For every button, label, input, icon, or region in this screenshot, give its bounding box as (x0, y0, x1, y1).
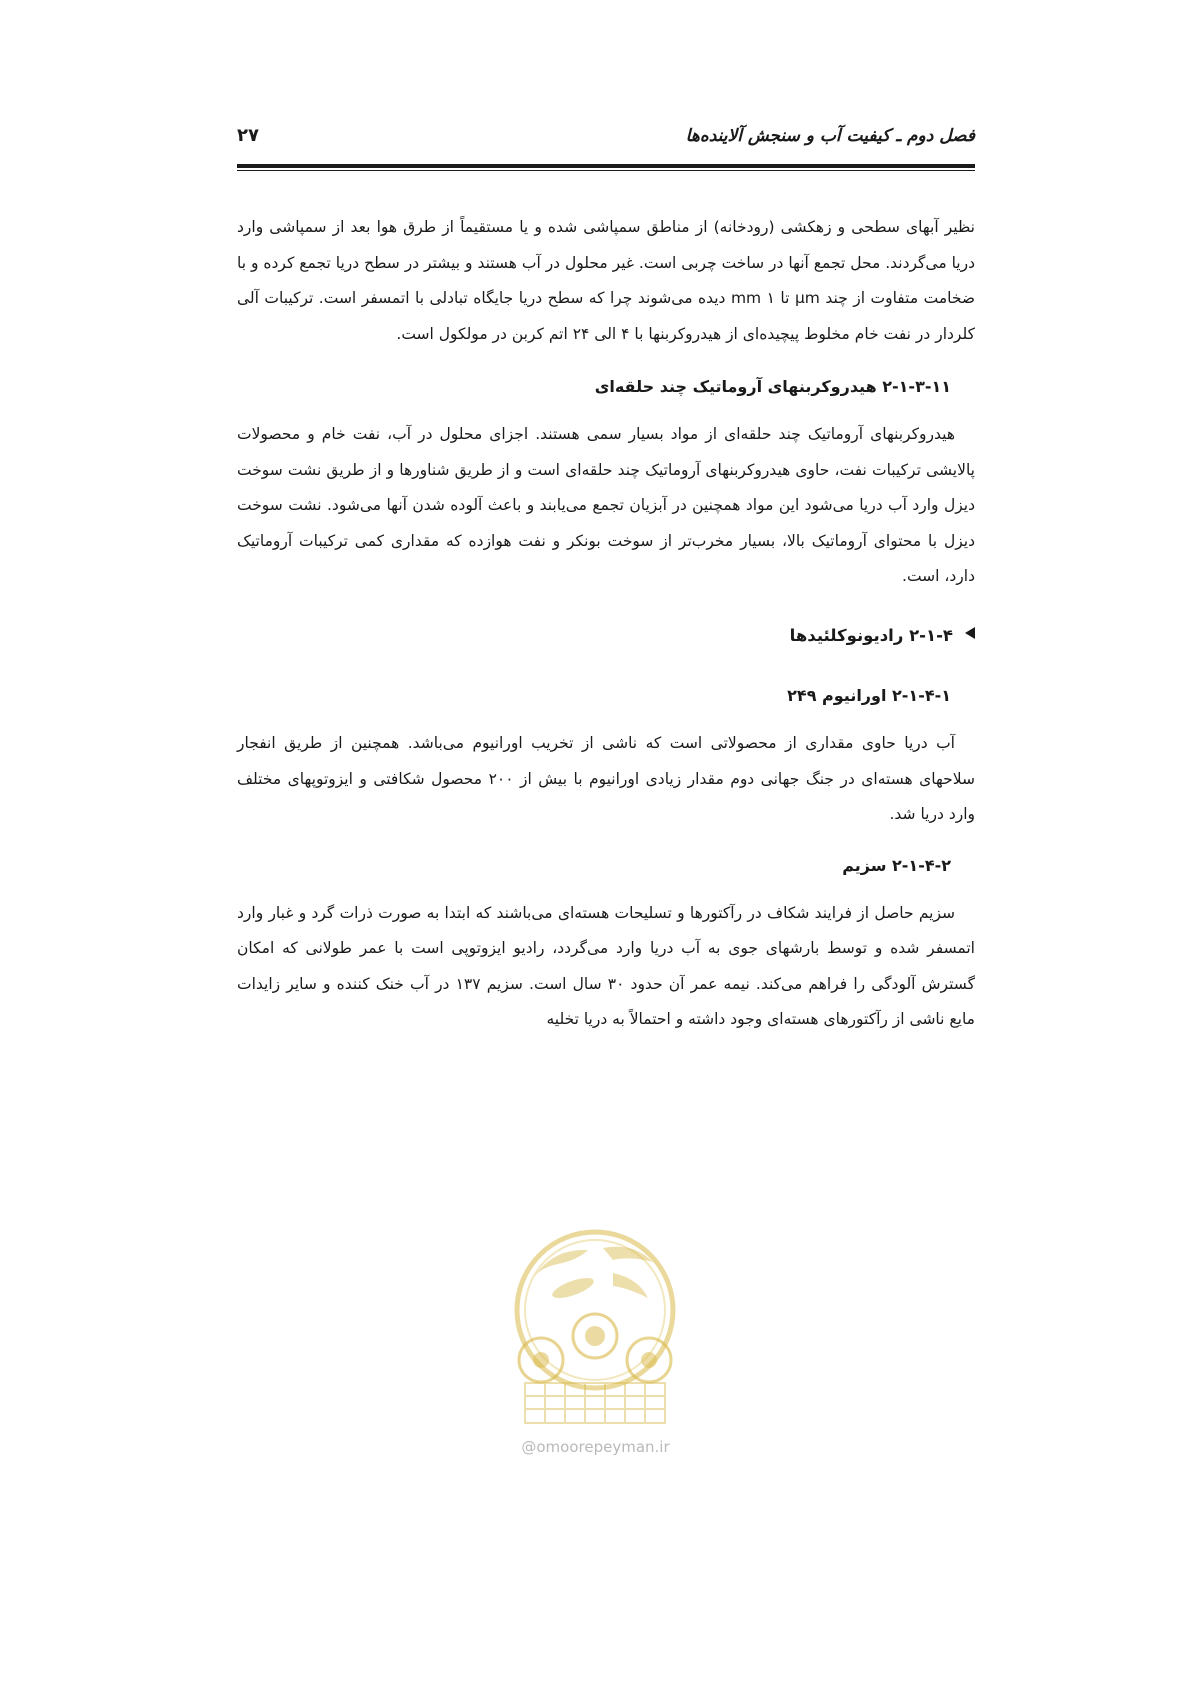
watermark-caption: @omoorepeyman.ir (521, 1438, 670, 1456)
section-heading-radionuclides (237, 618, 975, 654)
header-rule-thick (237, 164, 975, 168)
section-heading-pah: ۲-۱-۳-۱۱ هیدروکربنهای آروماتیک چند حلقه‌ای (594, 377, 951, 396)
chapter-title: فصل دوم ـ کیفیت آب و سنجش آلاینده‌ها (685, 126, 975, 146)
paragraph-pesticides: نظیر آبهای سطحی و زهکشی (رودخانه) از مناطق سمپاشی شده و یا مستقیماً از طرق هوا بعد از سمپاشی وارد دریا می‌گردند. محل تجمع آنها در ساخت چربی است. غیر محلول در آب هستند و بیشتر در سطح دریا تجمع کرده و با ضخامت متفاوت از چند µm تا ۱ mm دیده می‌شوند چرا که سطح دریا جایگاه تبادلی با اتمسفر است. ترکیبات آلی کلردار در نفت خام مخلوط پیچیده‌ای از هیدروکربنها با ۴ الی ۲۴ اتم کربن در مولکول است. (237, 218, 976, 343)
section-heading-cesium: ۲-۱-۴-۲ سزیم (842, 855, 951, 875)
section-heading-uranium: ۲-۱-۴-۱ اورانیوم ۲۴۹ (787, 686, 951, 705)
page-number: ۲۷ (237, 125, 259, 146)
triangle-bullet-icon (963, 618, 975, 654)
paragraph-uranium: آب دریا حاوی مقداری از محصولاتی است که ناشی از تخریب اورانیوم می‌باشد. همچنین از طریق انفجار سلاحهای هسته‌ای در جنگ جهانی دوم مقدار زیادی اورانیوم با بیش از ۲۰۰ محصول شکافتی و ایزوتوپهای مختلف وارد دریا شد. (237, 734, 975, 823)
header-rule-thin (237, 170, 975, 171)
radionuclides-heading-text: ۲-۱-۴ رادیونوکلئیدها (789, 625, 953, 645)
paragraph-cesium: سزیم حاصل از فرایند شکاف در رآکتورها و تسلیحات هسته‌ای می‌باشند که ابتدا به صورت ذرات گرد و غبار وارد اتمسفر شده و توسط بارشهای جوی به آب دریا وارد می‌گردد، رادیو ایزوتوپی است با عمر طولانی که امکان گسترش آلودگی را فراهم می‌کند. نیمه عمر آن حدود ۳۰ سال است. سزیم ۱۳۷ در آب خنک کننده و سایر زایدات مایع ناشی از رآکتورهای هسته‌ای وجود داشته و احتمالاً به دریا تخلیه (237, 903, 975, 1028)
omoore-peyman-logo-icon (463, 1218, 728, 1438)
running-header (237, 126, 975, 156)
page-body (237, 210, 975, 1038)
paragraph-pah: هیدروکربنهای آروماتیک چند حلقه‌ای از مواد بسیار سمی هستند. اجزای محلول در آب، نفت خام و محصولات پالایشی ترکیبات نفت، حاوی هیدروکربنهای آروماتیک چند حلقه‌ای است و از طریق شناورها و از طریق نشت سوخت دیزل وارد آب دریا می‌شود این مواد همچنین در آبزیان تجمع می‌یابند و باعث آلوده شدن آنها می‌شود. نشت سوخت دیزل با محتوای آروماتیک بالا، بسیار مخرب‌تر از سوخت بونکر و نفت هوازده که مقداری کمی ترکیبات آروماتیک دارد، است. (237, 425, 975, 585)
